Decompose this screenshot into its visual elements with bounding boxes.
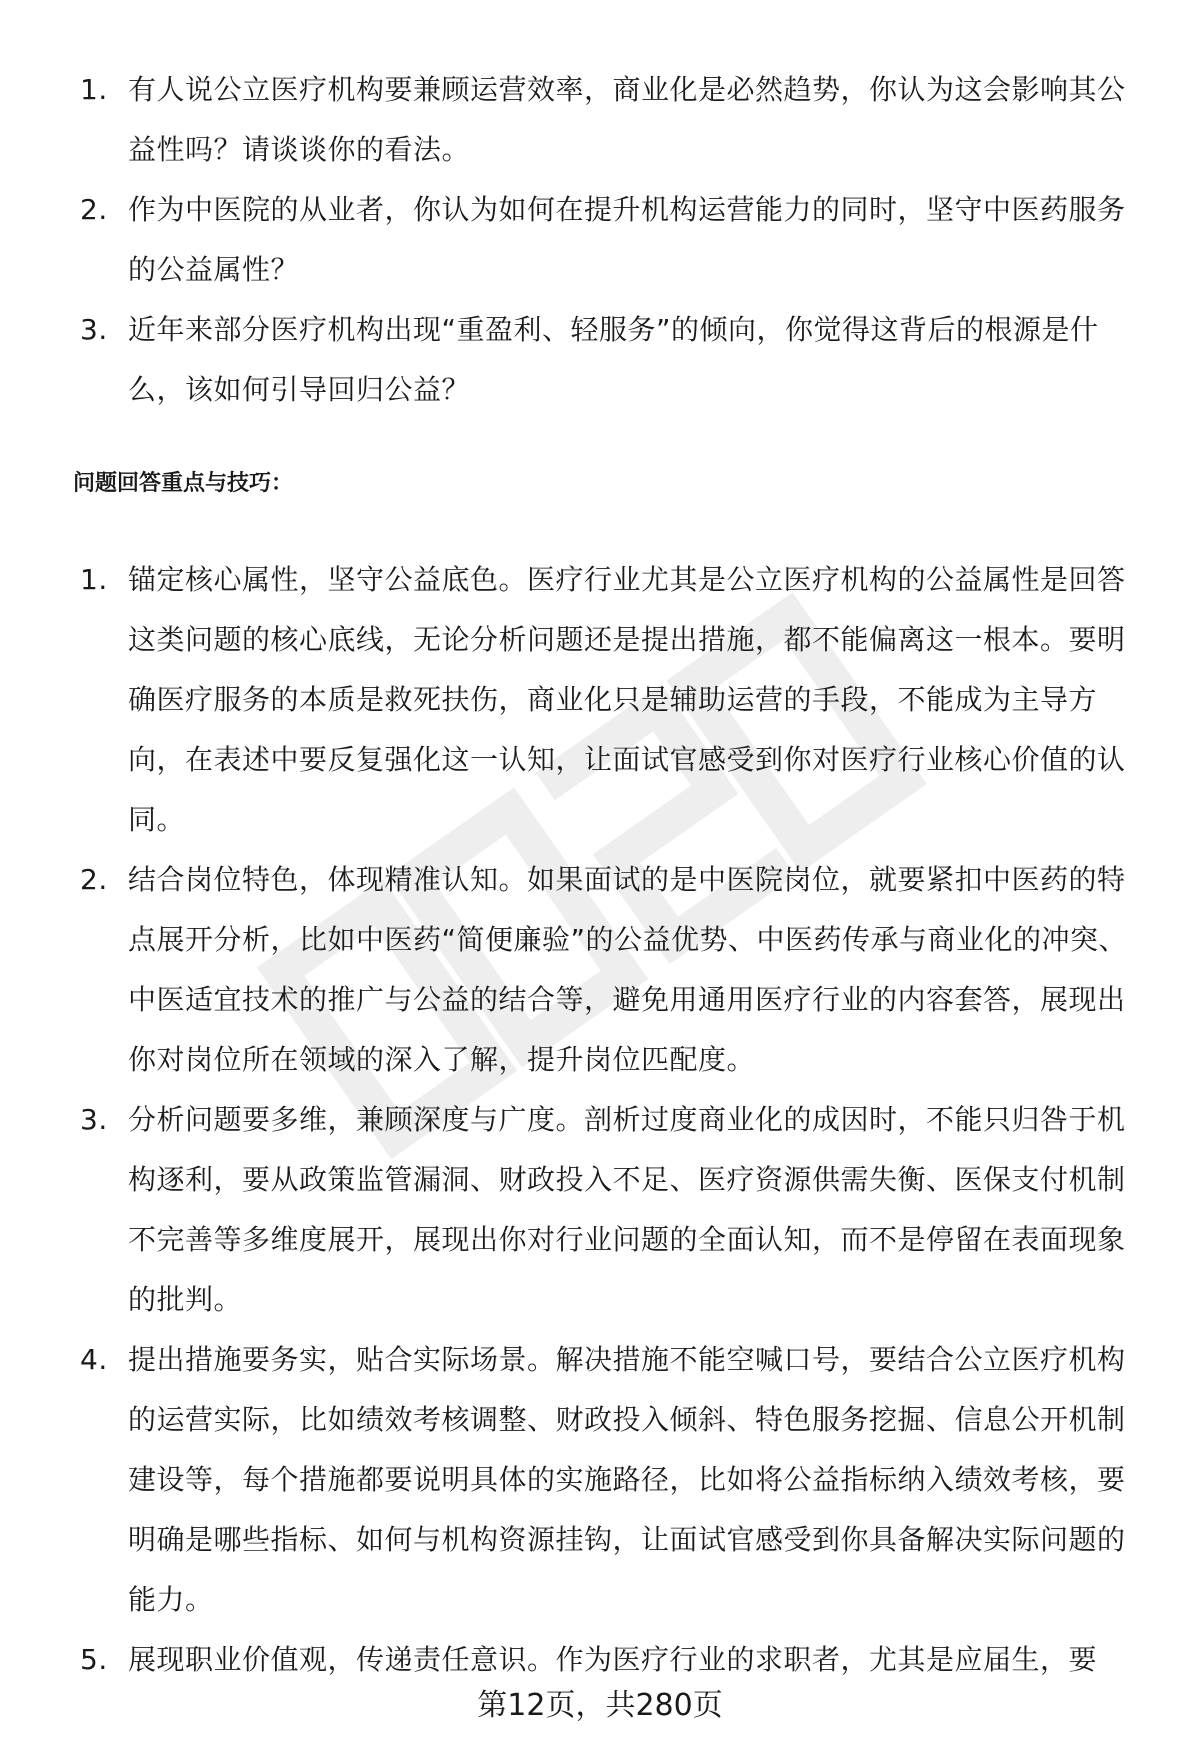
tip-text: 展现职业价值观，传递责任意识。作为医疗行业的求职者，尤其是应届生，要 [128,1643,1098,1676]
tip-text: 结合岗位特色，体现精准认知。如果面试的是中医院岗位，就要紧扣中医药的特点展开分析，比如中医药“简便廉验”的公益优势、中医药传承与商业化的冲突、中医适宜技术的推广与公益的结合等，避免用通用医疗行业的内容套答，展现出你对岗位所在领域的深入了解，提升岗位匹配度。 [128,863,1128,1076]
tip-item [80,850,1140,1090]
tip-number: 4. [80,1343,108,1376]
tips-heading: 问题回答重点与技巧： [73,471,294,496]
tip-item [80,550,1140,850]
tip-item [80,1630,1140,1690]
tip-number: 1. [80,563,108,596]
tips-list [80,550,1140,1690]
question-number: 1. [80,73,108,106]
tip-text: 分析问题要多维，兼顾深度与广度。剖析过度商业化的成因时，不能只归咎于机构逐利，要从政策监管漏洞、财政投入不足、医疗资源供需失衡、医保支付机制不完善等多维度展开，展现出你对行业问题的全面认知，而不是停留在表面现象的批判。 [128,1103,1126,1316]
tip-text: 锚定核心属性，坚守公益底色。医疗行业尤其是公立医疗机构的公益属性是回答这类问题的核心底线，无论分析问题还是提出措施，都不能偏离这一根本。要明确医疗服务的本质是救死扶伤，商业化只是辅助运营的手段，不能成为主导方向，在表述中要反复强化这一认知，让面试官感受到你对医疗行业核心价值的认同。 [128,563,1126,836]
question-text: 有人说公立医疗机构要兼顾运营效率，商业化是必然趋势，你认为这会影响其公益性吗？请谈谈你的看法。 [128,73,1126,166]
question-text: 近年来部分医疗机构出现“重盈利、轻服务”的倾向，你觉得这背后的根源是什么，该如何引导回归公益？ [128,313,1099,406]
question-number: 2. [80,193,108,226]
question-text: 作为中医院的从业者，你认为如何在提升机构运营能力的同时，坚守中医药服务的公益属性？ [128,193,1126,286]
tip-text: 提出措施要务实，贴合实际场景。解决措施不能空喊口号，要结合公立医疗机构的运营实际，比如绩效考核调整、财政投入倾斜、特色服务挖掘、信息公开机制建设等，每个措施都要说明具体的实施路径，比如将公益指标纳入绩效考核，要明确是哪些指标、如何与机构资源挂钩，让面试官感受到你具备解决实际问题的能力。 [128,1343,1126,1616]
page-footer: 第12页，共280页 [477,1688,723,1723]
tip-number: 5. [80,1643,108,1676]
tip-item [80,1090,1140,1330]
question-number: 3. [80,313,108,346]
question-item [80,300,1140,420]
tip-number: 3. [80,1103,108,1136]
tip-number: 2. [80,863,108,896]
question-item [80,180,1140,300]
question-item [80,60,1140,180]
tip-item [80,1330,1140,1630]
question-list [80,60,1140,420]
